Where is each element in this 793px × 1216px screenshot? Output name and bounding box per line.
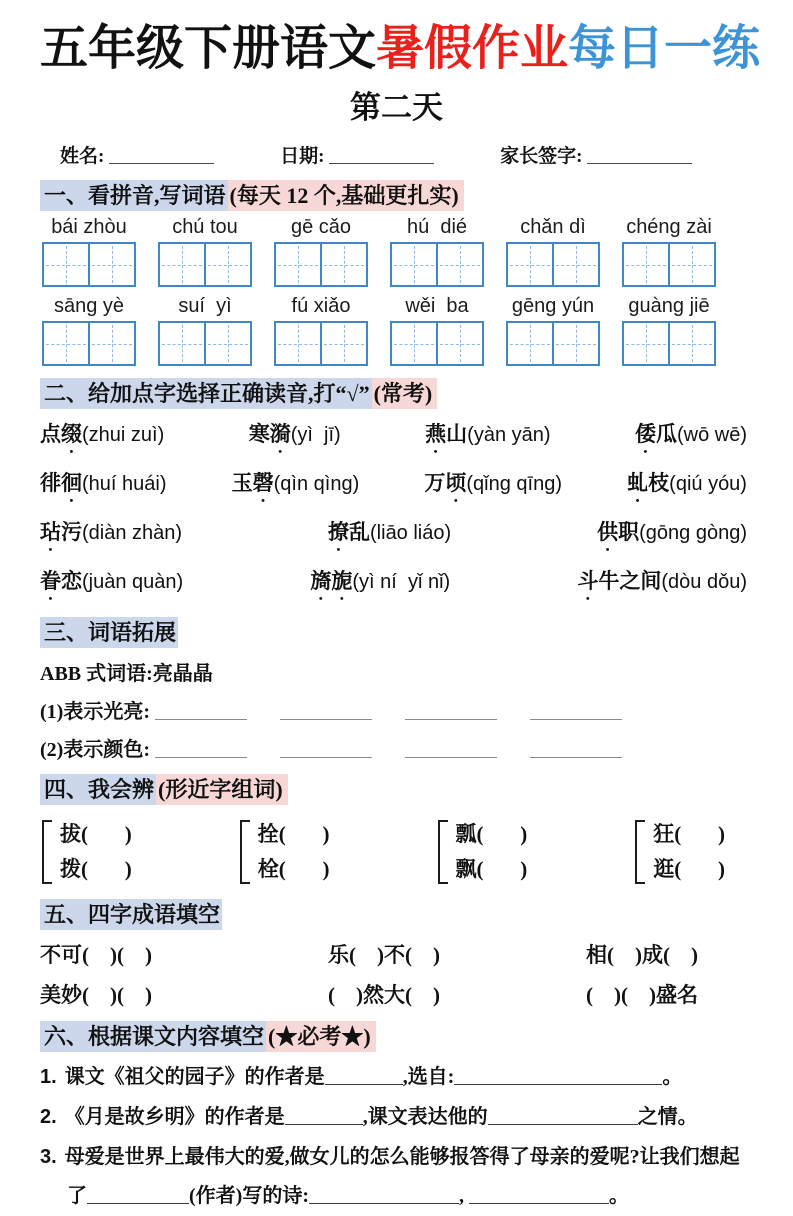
- near-character-pair: [635, 817, 725, 887]
- writing-grid: [42, 321, 136, 366]
- word-characters: [249, 422, 291, 446]
- word-characters: [424, 471, 466, 495]
- character-blank-line: 逛( ): [653, 856, 725, 881]
- grid-cell: [88, 244, 134, 285]
- section5-heading: [40, 900, 753, 930]
- item-text: 《月是故乡明》的作者是: [64, 1105, 285, 1128]
- abb-example-line: ABB 式词语:亮晶晶: [40, 662, 213, 685]
- signature-label: 家长签字:: [500, 145, 583, 167]
- word-part: 污: [61, 520, 82, 545]
- idiom-row: [40, 939, 753, 969]
- section6-note: (★必考★): [266, 1021, 376, 1052]
- pinyin-label: suí yì: [178, 295, 232, 318]
- pinyin-label: bái zhòu: [51, 216, 127, 239]
- pinyin-options: (diàn zhàn): [82, 522, 183, 545]
- section1-note: (每天 12 个,基础更扎实): [228, 180, 464, 211]
- pinyin-options: (juàn quàn): [82, 571, 184, 594]
- pinyin-options: (qiú yóu): [669, 473, 747, 496]
- pinyin-options: (dòu dǒu): [661, 571, 747, 594]
- word-with-pinyin: [40, 467, 167, 507]
- grid-cell: [552, 323, 598, 364]
- pinyin-label: chú tou: [172, 216, 238, 239]
- grid-cell: [552, 244, 598, 285]
- pinyin-label: gēng yún: [511, 295, 595, 318]
- pinyin-word-column: [506, 295, 600, 366]
- writing-grid: [390, 321, 484, 366]
- pinyin-options: (yàn yān): [467, 424, 551, 447]
- section4-heading: [40, 775, 753, 805]
- writing-grid: [274, 242, 368, 287]
- idiom-blank-item: ( )然大( ): [328, 983, 440, 1008]
- section1-heading: [40, 181, 753, 211]
- near-character-pair: [240, 817, 330, 887]
- answer-blank: [280, 699, 372, 720]
- writing-grid: [158, 321, 252, 366]
- dotted-character: 撩: [328, 520, 350, 545]
- grid-cell: [44, 323, 88, 364]
- idiom-blank-item: 相( )成( ): [586, 943, 698, 968]
- item-text: ,: [458, 1184, 469, 1207]
- grid-cell: [436, 244, 482, 285]
- grid-cell: [276, 323, 320, 364]
- date-blank: [329, 144, 434, 164]
- grid-cell: [392, 244, 436, 285]
- word-with-pinyin: [310, 565, 450, 605]
- item-text: 之情。: [637, 1105, 698, 1128]
- grid-cell: [320, 244, 366, 285]
- name-label: 姓名:: [60, 145, 105, 167]
- item-number: 2.: [40, 1105, 57, 1128]
- word-part: 瓜: [655, 422, 677, 447]
- word-part: 恋: [61, 569, 82, 594]
- grid-cell: [204, 323, 250, 364]
- answer-blank: [280, 737, 372, 758]
- dotted-character: 虬: [627, 471, 649, 496]
- info-row: [40, 141, 753, 168]
- section6-title: 六、根据课文内容填空: [40, 1021, 266, 1052]
- abb-color-label: (2)表示颜色:: [40, 738, 150, 761]
- pronunciation-choice-row: [40, 516, 753, 556]
- character-blank-line: 栓( ): [257, 856, 330, 881]
- word-characters: [40, 520, 82, 544]
- item-text: 课文《祖父的园子》的作者是: [64, 1065, 325, 1088]
- word-characters: [40, 422, 82, 446]
- pinyin-grid-row-2: [42, 295, 753, 366]
- item-text: 母爱是世界上最伟大的爱,做女儿的怎么能够报答得了母亲的爱呢?让我们想起了: [64, 1145, 740, 1207]
- character-blank-line: 飘( ): [455, 856, 528, 881]
- word-part: 徘: [40, 471, 61, 496]
- word-part: 点: [40, 422, 61, 447]
- answer-blank: [155, 737, 247, 758]
- word-characters: [232, 471, 274, 495]
- grid-cell: [508, 244, 552, 285]
- fill-in-item: [40, 1098, 753, 1137]
- word-characters: [328, 520, 370, 544]
- writing-grid: [506, 242, 600, 287]
- answer-blank: [309, 1183, 459, 1204]
- pinyin-word-column: [42, 295, 136, 366]
- answer-blank: [530, 737, 622, 758]
- pinyin-label: sāng yè: [53, 295, 125, 318]
- word-with-pinyin: [597, 516, 747, 556]
- answer-blank: [454, 1064, 662, 1085]
- idiom-blank-item: ( )( )盛名: [586, 983, 698, 1008]
- word-part: 职: [618, 520, 640, 545]
- character-blank-line: 拴( ): [257, 821, 330, 846]
- day-heading: 第二天: [350, 89, 443, 125]
- bracket-icon: [42, 820, 53, 884]
- grid-cell: [508, 323, 552, 364]
- idiom-row: [40, 979, 753, 1009]
- writing-grid: [274, 321, 368, 366]
- name-field: [60, 141, 214, 168]
- word-with-pinyin: [40, 565, 183, 605]
- pinyin-label: fú xiǎo: [291, 295, 351, 318]
- grid-cell: [160, 244, 204, 285]
- word-part: 玉: [231, 471, 253, 496]
- word-part: 枝: [648, 471, 670, 496]
- answer-blank: [405, 737, 497, 758]
- word-characters: [627, 471, 669, 495]
- answer-blank: [405, 699, 497, 720]
- similar-characters-row: [42, 817, 753, 887]
- pinyin-word-column: [158, 295, 252, 366]
- pinyin-grid-row-1: [42, 216, 753, 287]
- word-characters: [597, 520, 639, 544]
- grid-cell: [320, 323, 366, 364]
- dotted-character: 旖旎: [310, 569, 353, 594]
- dotted-character: 漪: [269, 422, 291, 447]
- near-character-pair: [438, 817, 528, 887]
- word-characters: [40, 569, 82, 593]
- pinyin-word-column: [622, 216, 716, 287]
- item-text: 。: [608, 1184, 629, 1207]
- grid-cell: [624, 323, 668, 364]
- grid-cell: [88, 323, 134, 364]
- pinyin-label: gē cǎo: [290, 216, 352, 239]
- answer-blank: [325, 1064, 403, 1085]
- grid-cell: [668, 323, 714, 364]
- pinyin-label: wěi ba: [405, 295, 469, 318]
- pinyin-word-column: [42, 216, 136, 287]
- word-with-pinyin: [232, 467, 360, 507]
- pinyin-word-column: [506, 216, 600, 287]
- word-characters: [310, 569, 352, 593]
- pinyin-options: (qìn qìng): [273, 473, 360, 496]
- pinyin-word-column: [390, 216, 484, 287]
- text-fill-list: [40, 1058, 753, 1216]
- pronunciation-choice-row: [40, 467, 753, 507]
- section2-note: (常考): [372, 378, 438, 409]
- abb-brightness-line: [40, 695, 753, 724]
- dotted-character: 倭: [634, 422, 656, 447]
- character-blank-line: 拔( ): [60, 821, 132, 846]
- answer-blank: [469, 1183, 609, 1204]
- word-part: 山: [446, 422, 468, 447]
- pair-lines: [456, 817, 528, 887]
- grid-cell: [204, 244, 250, 285]
- dotted-character: 燕: [425, 422, 447, 447]
- word-with-pinyin: [425, 418, 550, 458]
- section4-note: (形近字组词): [156, 774, 288, 805]
- fill-in-item: [40, 1138, 753, 1216]
- word-with-pinyin: [249, 418, 341, 458]
- name-blank: [109, 144, 214, 164]
- character-blank-line: 瓢( ): [455, 821, 528, 846]
- section2-heading: [40, 379, 753, 409]
- pair-lines: [60, 817, 132, 887]
- grid-cell: [160, 323, 204, 364]
- word-part: 牛之间: [598, 569, 662, 594]
- grid-cell: [44, 244, 88, 285]
- word-with-pinyin: [40, 516, 182, 556]
- abb-color-line: [40, 733, 753, 762]
- date-label: 日期:: [280, 145, 325, 167]
- item-number: 1.: [40, 1065, 57, 1088]
- word-with-pinyin: [627, 467, 747, 507]
- pinyin-word-column: [390, 295, 484, 366]
- word-characters: [425, 422, 467, 446]
- word-characters: [40, 471, 82, 495]
- dotted-character: 缀: [61, 422, 82, 447]
- word-part: 寒: [248, 422, 270, 447]
- item-text: (作者)写的诗:: [189, 1184, 309, 1207]
- worksheet-page: [0, 22, 793, 1207]
- item-number: 3.: [40, 1145, 57, 1168]
- section6-heading: [40, 1022, 753, 1052]
- pair-lines: [653, 817, 725, 887]
- grid-cell: [436, 323, 482, 364]
- pair-lines: [258, 817, 330, 887]
- bracket-icon: [438, 820, 449, 884]
- section2-title: 二、给加点字选择正确读音,打“√”: [40, 378, 372, 409]
- dotted-character: 玷: [40, 520, 61, 545]
- pronunciation-choice-row: [40, 565, 753, 605]
- pinyin-label: guàng jiē: [628, 295, 710, 318]
- dotted-character: 供: [597, 520, 619, 545]
- pinyin-options: (qǐng qīng): [466, 473, 563, 496]
- idiom-blank-item: 美妙( )( ): [40, 983, 152, 1008]
- pinyin-word-column: [274, 295, 368, 366]
- grid-cell: [624, 244, 668, 285]
- writing-grid: [506, 321, 600, 366]
- section4-title: 四、我会辨: [40, 774, 156, 805]
- pinyin-label: chéng zài: [626, 216, 712, 239]
- section3-title: 三、词语拓展: [40, 617, 178, 648]
- writing-grid: [622, 242, 716, 287]
- pinyin-options: (huí huái): [82, 473, 167, 496]
- abb-brightness-label: (1)表示光亮:: [40, 700, 150, 723]
- pinyin-label: hú dié: [406, 216, 468, 239]
- pinyin-options: (wō wē): [676, 424, 747, 447]
- section3-heading: [40, 618, 753, 648]
- title-summer-homework: 暑假作业: [376, 22, 569, 75]
- word-with-pinyin: [577, 565, 747, 605]
- dotted-character: 眷: [40, 569, 61, 594]
- near-character-pair: [42, 817, 132, 887]
- grid-cell: [668, 244, 714, 285]
- writing-grid: [390, 242, 484, 287]
- word-part: 乱: [349, 520, 371, 545]
- grid-cell: [392, 323, 436, 364]
- section5-title: 五、四字成语填空: [40, 899, 222, 930]
- idiom-fill-list: [40, 939, 753, 1009]
- title-grade-subject: 五年级下册语文: [40, 22, 377, 75]
- answer-blank: [87, 1183, 189, 1204]
- item-text: ,课文表达他的: [362, 1105, 488, 1128]
- item-text: ,选自:: [402, 1065, 455, 1088]
- pinyin-label: chǎn dì: [520, 216, 586, 239]
- pinyin-options: (liāo liáo): [370, 522, 452, 545]
- signature-blank: [587, 144, 692, 164]
- grid-cell: [276, 244, 320, 285]
- word-characters: [577, 569, 661, 593]
- pinyin-word-column: [622, 295, 716, 366]
- word-with-pinyin: [635, 418, 747, 458]
- writing-grid: [42, 242, 136, 287]
- pinyin-options: (gōng gòng): [639, 522, 747, 545]
- word-characters: [635, 422, 677, 446]
- pinyin-word-column: [158, 216, 252, 287]
- signature-field: [500, 141, 692, 168]
- dotted-character: 斗: [577, 569, 599, 594]
- date-field: [280, 141, 434, 168]
- word-part: 万: [424, 471, 446, 496]
- dotted-character: 磬: [252, 471, 274, 496]
- dotted-character: 顷: [445, 471, 467, 496]
- dotted-character: 徊: [61, 471, 82, 496]
- pronunciation-choice-row: [40, 418, 753, 458]
- idiom-blank-item: 乐( )不( ): [328, 943, 440, 968]
- word-with-pinyin: [424, 467, 562, 507]
- section1-title: 一、看拼音,写词语: [40, 180, 228, 211]
- writing-grid: [622, 321, 716, 366]
- word-with-pinyin: [40, 418, 164, 458]
- title-daily-practice: 每日一练: [568, 22, 761, 75]
- item-text: 。: [662, 1065, 683, 1088]
- fill-in-item: [40, 1058, 753, 1097]
- bracket-icon: [635, 820, 646, 884]
- character-blank-line: 狂( ): [653, 821, 725, 846]
- character-blank-line: 拨( ): [60, 856, 132, 881]
- pinyin-word-column: [274, 216, 368, 287]
- pronunciation-choice-list: [40, 418, 753, 605]
- pinyin-options: (yì jī): [290, 424, 341, 447]
- word-with-pinyin: [328, 516, 451, 556]
- pinyin-options: (yì ní yǐ nǐ): [352, 571, 451, 594]
- answer-blank: [530, 699, 622, 720]
- page-title: [40, 22, 761, 76]
- answer-blank: [155, 699, 247, 720]
- bracket-icon: [240, 820, 251, 884]
- idiom-blank-item: 不可( )( ): [40, 943, 152, 968]
- pinyin-options: (zhui zuì): [82, 424, 165, 447]
- writing-grid: [158, 242, 252, 287]
